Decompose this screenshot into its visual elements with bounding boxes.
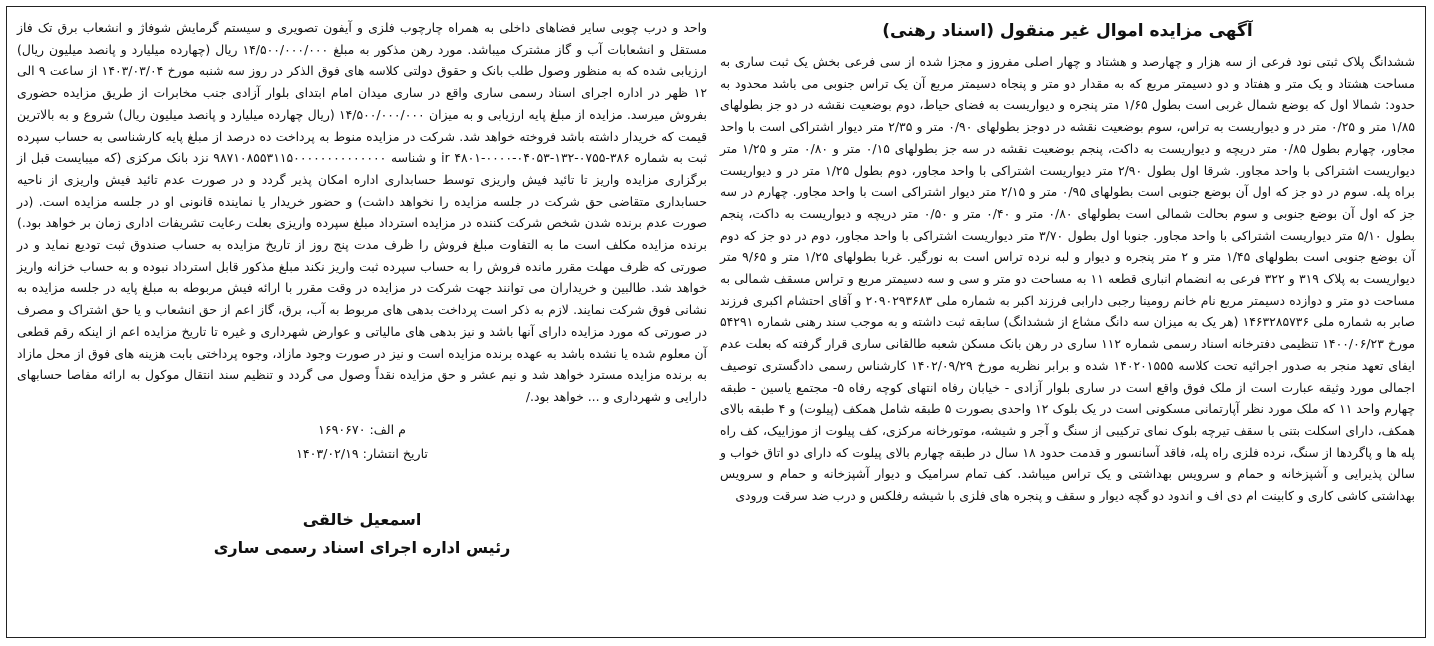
signer-role: رئیس اداره اجرای اسناد رسمی ساری [213, 537, 511, 557]
code-line: م الف: ۱۶۹۰۶۷۰ [318, 421, 406, 437]
right-column [720, 17, 1415, 507]
notice-frame [6, 6, 1426, 638]
signature-block [17, 506, 707, 562]
notice-title: آگهی مزایده اموال غیر منقول (اسناد رهنی) [882, 21, 1253, 41]
publication-meta [17, 418, 707, 466]
publish-date: تاریخ انتشار: ۱۴۰۳/۰۲/۱۹ [296, 445, 428, 461]
left-column [17, 17, 707, 562]
notice-body-right: ششدانگ پلاک ثبتی نود فرعی از سه هزار و چهارصد و هشتاد و چهار اصلی مفروز و مجزا شده از سی فرعی بخش یک ثبت ساری به مساحت هشتاد و یک متر و هفتاد و دو دسیمتر مربع که به مقدار دو متر و پنجاه دسیمتر مربع آن یک تراس جنوبی می باشد محدود به حدود: شمالا اول که بوضع شمال غربی است بطول ۱/۶۵ متر پنجره و دیواریست به فضای حیاط، دوم بوضعیت نقشه در دو جز بطولهای ۱/۸۵ متر و ۰/۲۵ متر در و دیواریست به تراس، سوم بوضعیت نقشه در دوجز بطولهای ۰/۹۰ متر و ۲/۳۵ متر دیوار اشتراکی است با واحد مجاور، چهارم بطول ۰/۸۵ متر دریچه و دیواریست به داکت، پنجم بوضعیت نقشه در سه جز بطولهای ۰/۱۵ متر و ۰/۸۰ متر و ۱/۲۵ متر دیواریست اشتراکی با واحد مجاور. شرقا اول بطول ۲/۹۰ متر دیواریست اشتراکی با واحد مجاور، دوم بطول ۱/۲۵ متر در و دیواریست براه پله. سوم در دو جز که اول آن بوضع جنوبی است بطولهای ۰/۹۵ متر و ۲/۱۵ متر دیوار اشتراکی است با واحد مجاور. چهارم در سه جز که اول آن بوضع جنوبی و سوم بحالت شمالی است بطولهای ۰/۸۰ متر و ۰/۴۰ متر و ۰/۵۰ متر دریچه و دیواریست به داکت، پنجم بطول ۵/۱۰ متر دیواریست اشتراکی با واحد مجاور. جنوبا اول بطول ۳/۷۰ متر دیواریست اشتراکی با واحد مجاور، دوم در دو جز که دوم آن بوضع جنوبی است بطولهای ۱/۴۵ متر و ۲ متر پنجره و دیوار و لبه نرده تراس است به نورگیر. غربا بطولهای ۱/۲۵ متر و ۹/۶۵ متر دیواریست به پلاک ۳۱۹ و ۳۲۲ فرعی به انضمام انباری قطعه ۱۱ به مساحت دو متر و سی و سه دسیمتر مربع و تراس مسقف شمالی به مساحت دو متر و دوازده دسیمتر مربع نام خانم رومینا رجبی دارابی فرزند اکبر به شماره ملی ۲۰۹۰۲۹۳۶۸۳ و آقای احتشام اکبری فرزند صابر به شماره ملی ۱۴۶۳۲۸۵۷۳۶ (هر یک به میزان سه دانگ مشاع از ششدانگ) سابقه ثبت داشته و به موجب سند رهنی شماره ۵۴۲۹۱ مورخ ۱۴۰۰/۰۶/۲۳ تنظیمی دفترخانه اسناد رسمی شماره ۱۱۲ ساری در رهن بانک مسکن شعبه طالقانی ساری قرار گرفته که بعلت عدم ایفای تعهد منجر به صدور اجرائیه تحت کلاسه ۱۴۰۲۰۱۵۵۵ شده و برابر نظریه مورخ ۱۴۰۲/۰۹/۲۹ کارشناس رسمی دادگستری توصیف اجمالی مورد وثیقه عبارت است از ملک فوق واقع است در ساری بلوار آزادی - خیابان رفاه انتهای کوچه رفاه ۵- مجتمع یاسین - طبقه چهارم واحد ۱۱ که ملک مورد نظر آپارتمانی مسکونی است در یک بلوک ۱۲ واحدی بصورت ۵ طبقه شامل همکف (پیلوت) و ۴ طبقه بالای همکف، دارای اسکلت بتنی با سقف تیرچه بلوک نمای ترکیبی از سنگ و آجر و شیشه، موتورخانه مرکزی، کف پیلوت از موزاییک، کف راه پله ها و پاگردها از سنگ، نرده فلزی راه پله، فاقد آسانسور و قدمت حدود ۱۸ سال در طبقه چهارم بالای پیلوت که دارای دو اتاق خواب و سالن پذیرایی و آشپزخانه و حمام و سرویس بهداشتی و یک تراس میباشد. کف تمام سرامیک و دیوار آشپزخانه و حمام و سرویس بهداشتی کاشی کاری و کابینت ام دی اف و اندود دو گچه دیوار و سقف و پنجره های فلزی با شیشه رفلکس و درب ضد سرقت ورودی [720, 54, 1416, 504]
notice-body-left: واحد و درب چوبی سایر فضاهای داخلی به همراه چارچوب فلزی و آیفون تصویری و سیستم گرمایش شوفاژ و انشعاب برق تک فاز مستقل و انشعابات آب و گاز مشترک میباشد. مورد رهن مذکور به مبلغ ۱۴/۵۰۰/۰۰۰/۰۰۰ ریال (چهارده میلیارد و پانصد میلیون ریال) ارزیابی شده که به منظور وصول طلب بانک و حقوق دولتی کلاسه های فوق الذکر در روز سه شنبه مورخ ۱۴۰۳/۰۳/۰۴ از ساعت ۹ الی ۱۲ ظهر در اداره اجرای اسناد رسمی ساری واقع در ساری میدان امام ابتدای بلوار آزادی جنب مخابرات از طریق مزایده حضوری بفروش میرسد. مزایده از مبلغ پایه ارزیابی و به میزان ۱۴/۵۰۰/۰۰۰/۰۰۰ (ریال چهارده میلیارد و پانصد میلیون ریال) شروع و به بالاترین قیمت که خریدار داشته باشد فروخته خواهد شد. شرکت در مزایده منوط به پرداخت ده درصد از مبلغ پایه کارشناسی به حساب سپرده ثبت به شماره ۳۸۶-۰۷۵۵-۱۳۲-۰۴۰۵۳-۰۰۰۰-۴۸۰۱ ir و شناسه ۹۸۷۱۰۸۵۵۳۱۱۵۰۰۰۰۰۰۰۰۰۰۰۰۰۰ نزد بانک مرکزی (که میبایست قبل از برگزاری مزایده واریز تا تائید فیش واریزی توسط حسابداری اداره امکان پذیر گردد و در صورت عدم تائید فیش واریزی از ناحیه حسابداری متقاضی حق شرکت در جلسه مزایده را نخواهد داشت) و حضور خریدار یا نماینده قانونی او در جلسه مزایده است. (در صورت عدم برنده شدن شخص شرکت کننده در مزایده استرداد مبلغ سپرده واریزی بعلت رعایت تشریفات اداری زمان بر خواهد بود.) برنده مزایده مکلف است ما به التفاوت مبلغ فروش را ظرف مدت پنج روز از تاریخ مزایده به حساب صندوق ثبت تودیع نماید و در صورتی که ظرف مهلت مقرر مانده فروش را به حساب سپرده ثبت واریز نکند مبلغ مذکور قابل استرداد نبوده و به حساب خزانه واریز خواهد شد. طالبین و خریداران می توانند جهت شرکت در مزایده در وقت مقرر با ارائه فیش مربوطه به مبلغ پایه در جلسه مزایده به نشانی فوق شرکت نمایند. لازم به ذکر است پرداخت بدهی های مربوط به آب، برق، گاز اعم از حق انشعاب و یا حق اشتراک و مصرف در صورتی که مورد مزایده دارای آنها باشد و نیز بدهی های مالیاتی و عوارض شهرداری و غیره تا تاریخ مزایده اعم از اینکه رقم قطعی آن معلوم شده یا نشده باشد به عهده برنده مزایده است و نیز در صورت وجود مازاد، وجوه پرداختی بابت هزینه های فوق از محل مازاد به برنده مزایده مسترد خواهد شد و نیم عشر و حق مزایده نقداً وصول می گردد و تنظیم سند انتقال موکول به ارائه مفاصا حسابهای دارایی و شهرداری و ... خواهد بود./ [17, 20, 708, 404]
signer-name: اسمعیل خالقی [302, 509, 422, 529]
